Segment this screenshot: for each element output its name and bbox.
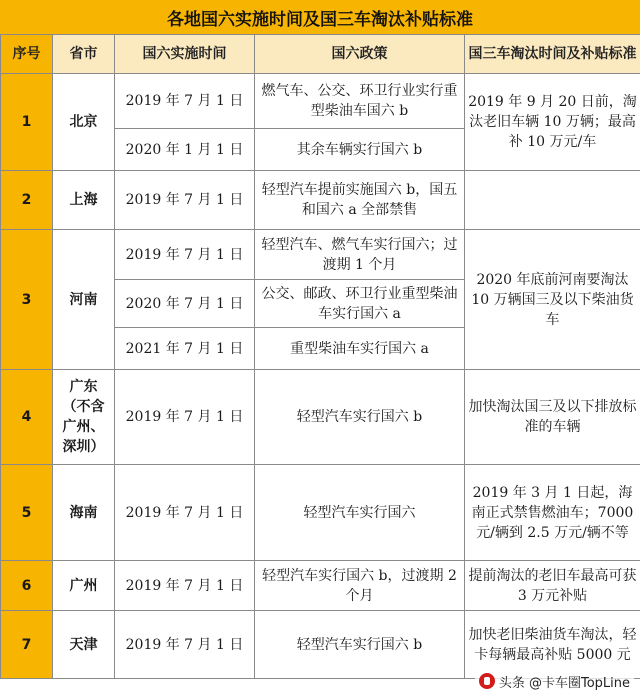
- header-index: 序号: [1, 35, 53, 74]
- header-subsidy: 国三车淘汰时间及补贴标准: [465, 35, 640, 74]
- row-date: 2021 年 7 月 1 日: [115, 328, 255, 370]
- row-province: 天津: [53, 611, 115, 679]
- table-row: [1, 465, 640, 561]
- row-policy: 轻型汽车提前实施国六 b，国五和国六 a 全部禁售: [255, 171, 465, 230]
- row-subsidy: 2020 年底前河南要淘汰 10 万辆国三及以下柴油货车: [465, 230, 640, 370]
- row-subsidy: 提前淘汰的老旧车最高可获 3 万元补贴: [465, 561, 640, 611]
- toutiao-logo-icon: [479, 673, 495, 689]
- row-date: 2019 年 7 月 1 日: [115, 230, 255, 280]
- row-policy: 轻型汽车实行国六: [255, 465, 465, 561]
- row-date: 2019 年 7 月 1 日: [115, 74, 255, 129]
- watermark: [475, 670, 634, 692]
- row-policy: 轻型汽车实行国六 b，过渡期 2 个月: [255, 561, 465, 611]
- row-index: 7: [1, 611, 53, 679]
- row-index: 3: [1, 230, 53, 370]
- row-province: 广东（不含广州、深圳）: [53, 370, 115, 465]
- row-index: 6: [1, 561, 53, 611]
- watermark-text: 头条 @卡车圈TopLine: [498, 675, 630, 691]
- row-index: 4: [1, 370, 53, 465]
- row-province: 上海: [53, 171, 115, 230]
- row-date: 2020 年 1 月 1 日: [115, 129, 255, 171]
- row-index: 2: [1, 171, 53, 230]
- row-date: 2019 年 7 月 1 日: [115, 465, 255, 561]
- row-date: 2019 年 7 月 1 日: [115, 370, 255, 465]
- table-row: [1, 230, 640, 280]
- row-province: 河南: [53, 230, 115, 370]
- table-row: [1, 611, 640, 679]
- row-province: 北京: [53, 74, 115, 171]
- table-row: [1, 171, 640, 230]
- row-policy: 轻型汽车、燃气车实行国六；过渡期 1 个月: [255, 230, 465, 280]
- row-subsidy: 加快老旧柴油货车淘汰，轻卡每辆最高补贴 5000 元: [465, 611, 640, 679]
- header-province: 省市: [53, 35, 115, 74]
- row-policy: 重型柴油车实行国六 a: [255, 328, 465, 370]
- row-index: 1: [1, 74, 53, 171]
- row-subsidy: 加快淘汰国三及以下排放标准的车辆: [465, 370, 640, 465]
- row-subsidy: 2019 年 9 月 20 日前，淘汰老旧车辆 10 万辆；最高补 10 万元/车: [465, 74, 640, 171]
- row-province: 海南: [53, 465, 115, 561]
- row-subsidy: 2019 年 3 月 1 日起，海南正式禁售燃油车；7000 元/辆到 2.5 万元/辆不等: [465, 465, 640, 561]
- row-date: 2019 年 7 月 1 日: [115, 561, 255, 611]
- row-date: 2019 年 7 月 1 日: [115, 611, 255, 679]
- row-date: 2019 年 7 月 1 日: [115, 171, 255, 230]
- table-row: [1, 370, 640, 465]
- table-title: 各地国六实施时间及国三车淘汰补贴标准: [0, 0, 640, 35]
- row-policy: 轻型汽车实行国六 b: [255, 611, 465, 679]
- table-row: [1, 561, 640, 611]
- row-policy: 其余车辆实行国六 b: [255, 129, 465, 171]
- header-policy: 国六政策: [255, 35, 465, 74]
- row-policy: 轻型汽车实行国六 b: [255, 370, 465, 465]
- row-policy: 燃气车、公交、环卫行业实行重型柴油车国六 b: [255, 74, 465, 129]
- row-province: 广州: [53, 561, 115, 611]
- row-date: 2020 年 7 月 1 日: [115, 280, 255, 328]
- table-row: [1, 74, 640, 129]
- row-index: 5: [1, 465, 53, 561]
- header-date: 国六实施时间: [115, 35, 255, 74]
- row-subsidy: [465, 171, 640, 230]
- policy-table: [0, 34, 640, 679]
- header-row: [1, 35, 640, 74]
- row-policy: 公交、邮政、环卫行业重型柴油车实行国六 a: [255, 280, 465, 328]
